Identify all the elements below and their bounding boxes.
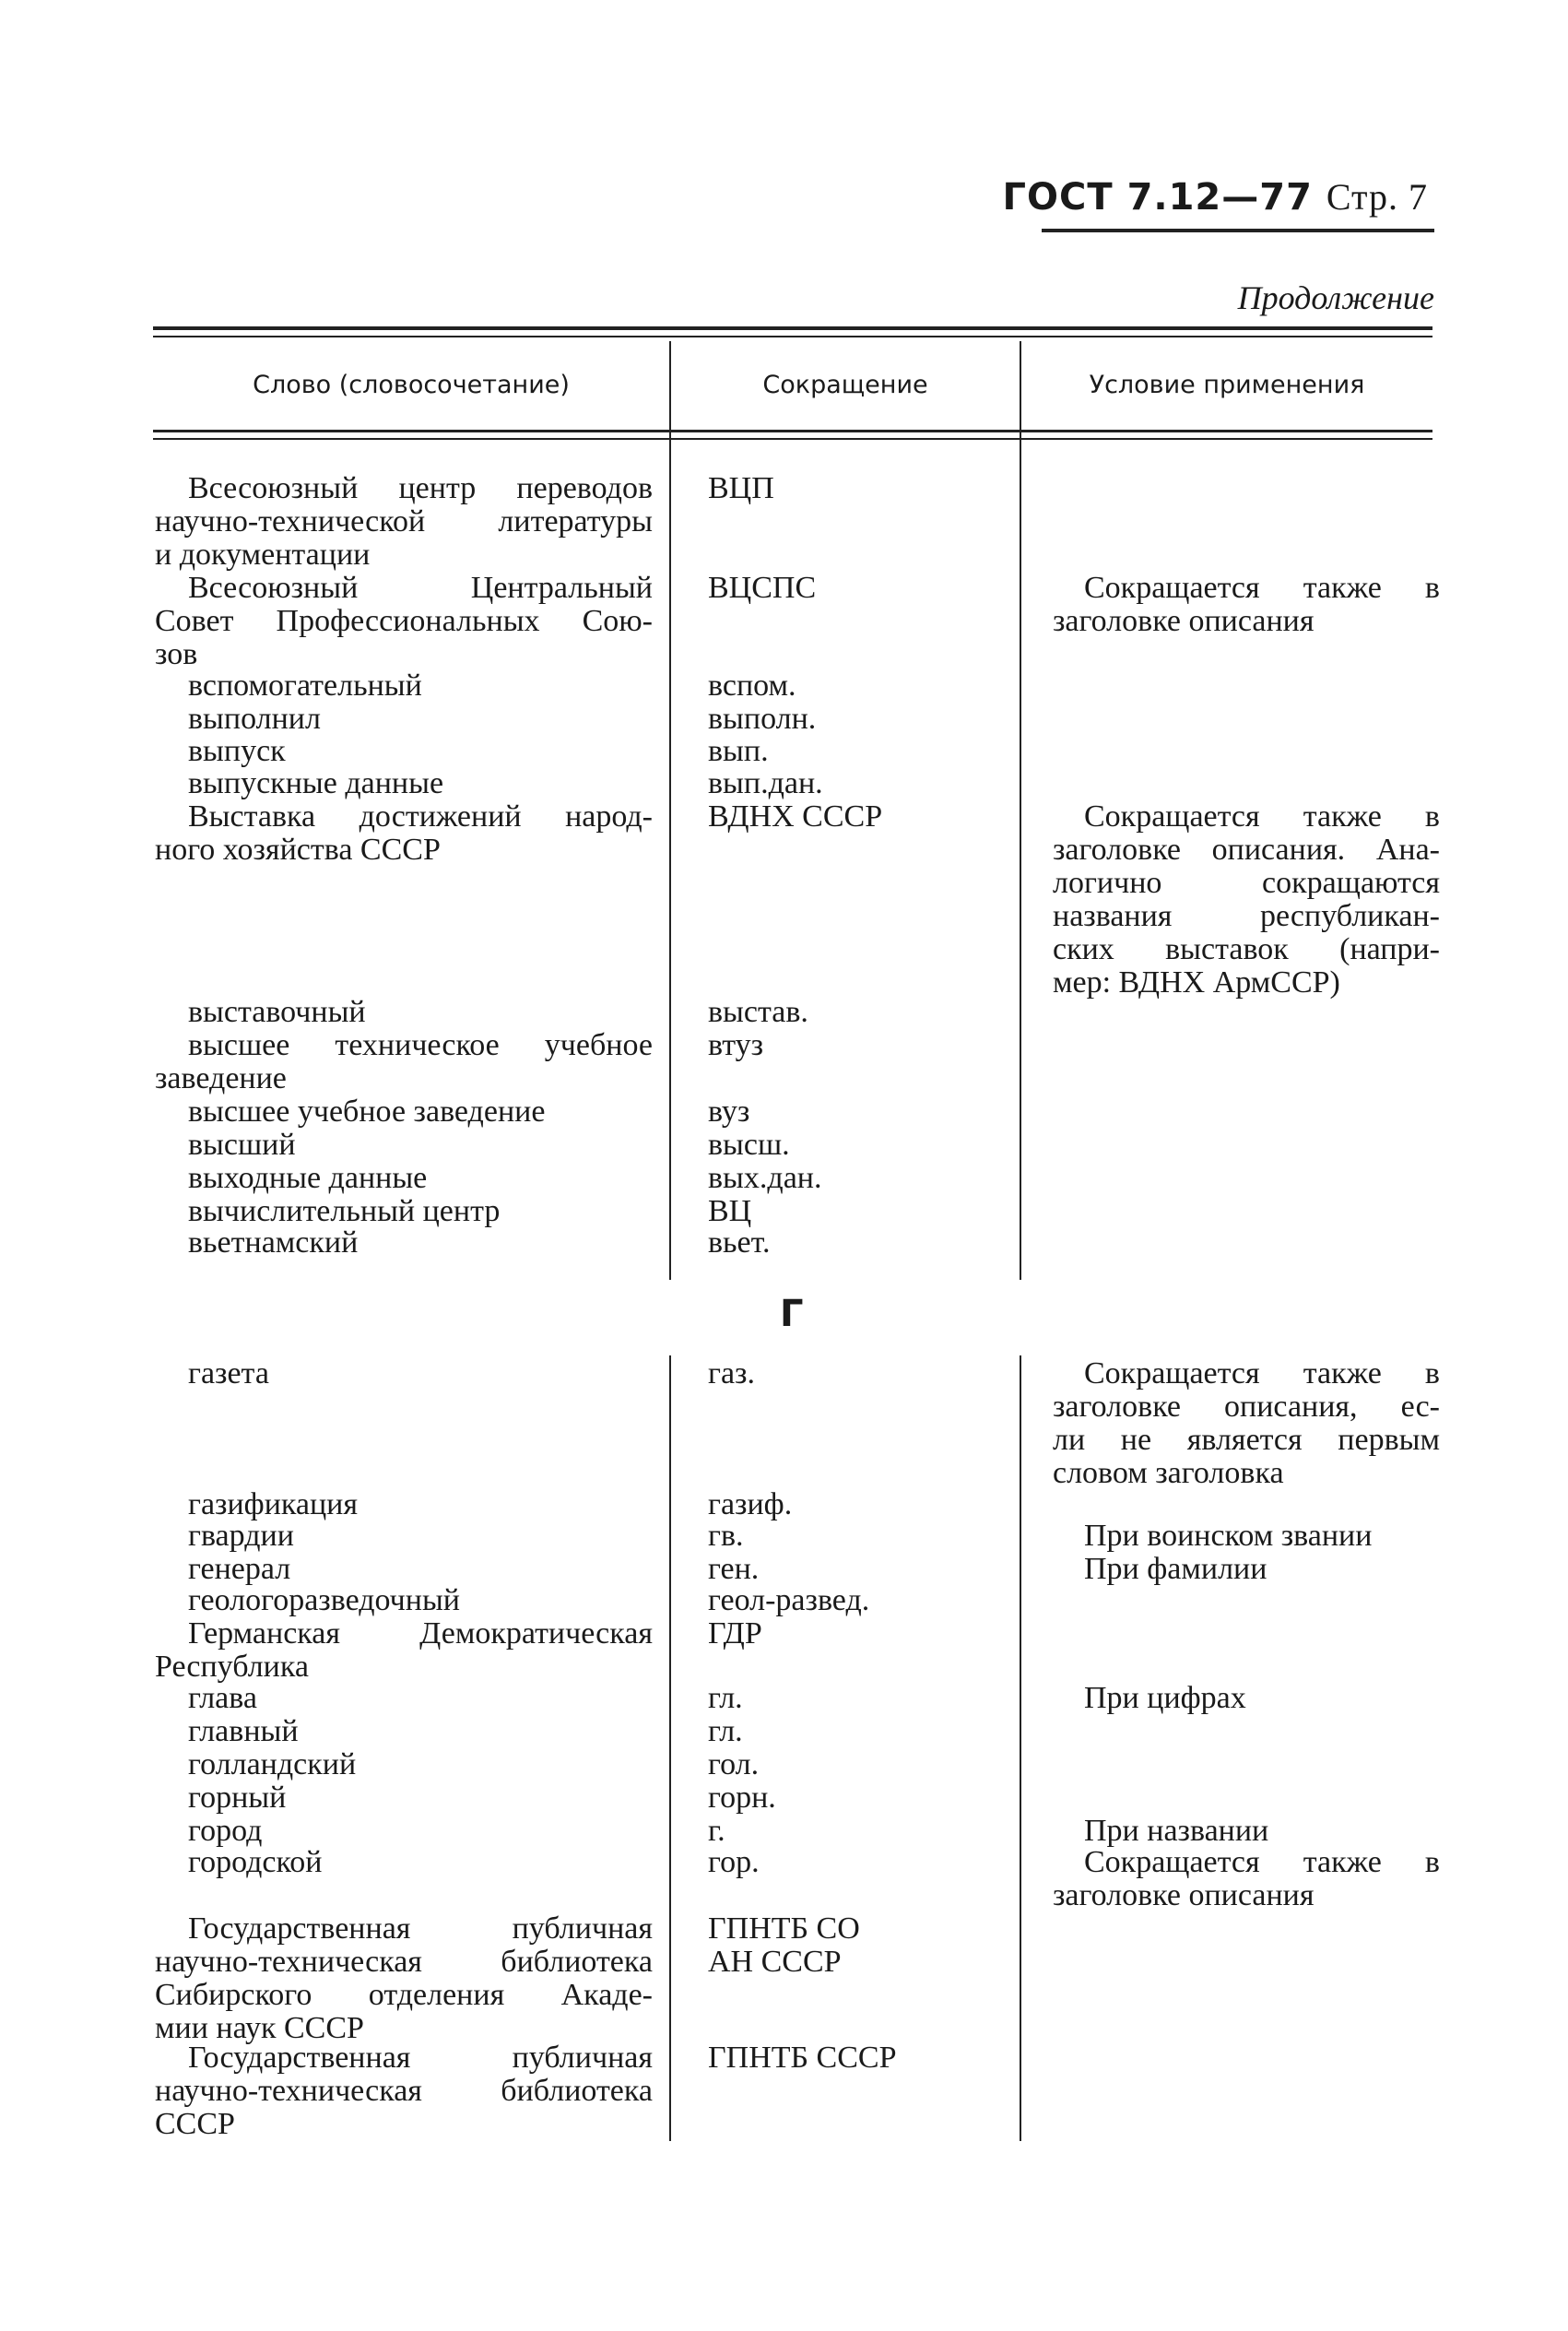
cell-word bbox=[155, 1781, 653, 1815]
column-divider bbox=[1020, 1355, 1021, 2141]
cell-abbr bbox=[708, 1129, 1012, 1162]
word-line: город bbox=[188, 1814, 263, 1848]
cell-cond bbox=[1053, 1846, 1440, 1912]
cond-line: заголовке описания. Ана- bbox=[1053, 833, 1440, 867]
cond-line: Сокращается также в bbox=[1084, 799, 1440, 834]
cell-word bbox=[155, 1095, 653, 1129]
cell-word bbox=[155, 1520, 653, 1553]
cond-line: Сокращается также в bbox=[1084, 1845, 1440, 1879]
abbr-line: ГПНТБ СССР bbox=[708, 2041, 897, 2075]
word-line: высшее техническое учебное bbox=[188, 1028, 653, 1062]
cell-cond bbox=[1053, 1682, 1440, 1715]
abbr-line: гв. bbox=[708, 1519, 744, 1553]
cell-word bbox=[155, 1195, 653, 1228]
cell-abbr bbox=[708, 1226, 1012, 1260]
cell-word bbox=[155, 2041, 653, 2141]
word-line: научно-технической литературы bbox=[155, 504, 653, 538]
cond-line: При цифрах bbox=[1084, 1681, 1246, 1715]
cell-word bbox=[155, 703, 653, 736]
cell-abbr bbox=[708, 572, 1012, 605]
cell-word bbox=[155, 1912, 653, 2045]
cell-abbr bbox=[708, 1357, 1012, 1390]
word-line: газета bbox=[188, 1356, 269, 1390]
word-line: высшее учебное заведение bbox=[188, 1095, 546, 1129]
cell-abbr bbox=[708, 1553, 1012, 1586]
cell-word bbox=[155, 735, 653, 768]
cell-abbr bbox=[708, 996, 1012, 1029]
cell-abbr bbox=[708, 735, 1012, 768]
word-line: Государственная публичная bbox=[188, 1911, 653, 1946]
abbr-line: вых.дан. bbox=[708, 1161, 822, 1195]
abbr-line: ГДР bbox=[708, 1616, 762, 1651]
word-line: научно-техническая библиотека bbox=[155, 2074, 653, 2108]
abbr-line: ВДНХ СССР bbox=[708, 799, 883, 834]
word-line: Всесоюзный Центральный bbox=[188, 571, 653, 605]
header-rule bbox=[1042, 229, 1434, 232]
cell-abbr bbox=[708, 1682, 1012, 1715]
column-header-word: Слово (словосочетание) bbox=[253, 371, 570, 399]
cell-abbr bbox=[708, 1715, 1012, 1748]
cell-word bbox=[155, 472, 653, 572]
cell-abbr bbox=[708, 1195, 1012, 1228]
word-line: выполнил bbox=[188, 702, 321, 736]
cell-word bbox=[155, 1617, 653, 1684]
cell-cond bbox=[1053, 1520, 1440, 1553]
cell-word bbox=[155, 800, 653, 867]
word-line: выпуск bbox=[188, 734, 286, 768]
word-line: газификация bbox=[188, 1487, 359, 1521]
word-line: Республика bbox=[155, 1650, 309, 1684]
cell-abbr bbox=[708, 1520, 1012, 1553]
cond-line: Сокращается также в bbox=[1084, 1356, 1440, 1390]
table-head-rule-thin bbox=[153, 438, 1432, 440]
cell-word bbox=[155, 1226, 653, 1260]
cond-line: Сокращается также в bbox=[1084, 571, 1440, 605]
abbr-line: вуз bbox=[708, 1095, 750, 1129]
abbr-line: гол. bbox=[708, 1747, 760, 1781]
word-line: городской bbox=[188, 1845, 323, 1879]
cell-word bbox=[155, 1584, 653, 1617]
cell-word bbox=[155, 1846, 653, 1879]
word-line: глава bbox=[188, 1681, 257, 1715]
cond-line: мер: ВДНХ АрмССР) bbox=[1053, 965, 1340, 1000]
cell-word bbox=[155, 1162, 653, 1195]
cell-abbr bbox=[708, 1617, 1012, 1651]
column-header-abbreviation: Сокращение bbox=[762, 371, 928, 399]
table-top-rule bbox=[153, 326, 1432, 330]
abbr-line: гл. bbox=[708, 1714, 743, 1748]
cell-abbr bbox=[708, 669, 1012, 703]
cell-word bbox=[155, 1815, 653, 1848]
table-head-rule bbox=[153, 430, 1432, 432]
cond-line: заголовке описания bbox=[1053, 1878, 1315, 1912]
word-line: горный bbox=[188, 1781, 287, 1815]
cell-word bbox=[155, 1748, 653, 1781]
cell-word bbox=[155, 996, 653, 1029]
column-header-condition: Условие применения bbox=[1089, 371, 1365, 399]
cell-abbr bbox=[708, 1815, 1012, 1848]
abbr-line: высш. bbox=[708, 1128, 790, 1162]
table-top-rule-thin bbox=[153, 336, 1432, 337]
word-line: Сибирского отделения Акаде- bbox=[155, 1978, 653, 2012]
abbr-line: ген. bbox=[708, 1552, 760, 1586]
page-header bbox=[1003, 175, 1428, 219]
cell-abbr bbox=[708, 1029, 1012, 1062]
column-divider bbox=[1020, 341, 1021, 1280]
cell-cond bbox=[1053, 1815, 1440, 1848]
cond-line: ли не является первым bbox=[1053, 1423, 1440, 1457]
standard-code: ГОСТ 7.12—77 bbox=[1002, 176, 1313, 219]
word-line: голландский bbox=[188, 1747, 357, 1781]
word-line: геологоразведочный bbox=[188, 1583, 460, 1617]
cond-line: заголовке описания bbox=[1053, 604, 1315, 638]
word-line: научно-техническая библиотека bbox=[155, 1945, 653, 1979]
word-line: Совет Профессиональных Сою- bbox=[155, 604, 653, 638]
word-line: гвардии bbox=[188, 1519, 294, 1553]
cell-word bbox=[155, 1129, 653, 1162]
abbr-line: ВЦП bbox=[708, 471, 774, 505]
word-line: и документации bbox=[155, 538, 371, 572]
word-line: выставочный bbox=[188, 995, 366, 1029]
cell-abbr bbox=[708, 767, 1012, 800]
word-line: вспомогательный bbox=[188, 669, 422, 703]
cond-line: словом заголовка bbox=[1053, 1456, 1284, 1490]
cond-line: При фамилии bbox=[1084, 1552, 1267, 1586]
cell-word bbox=[155, 767, 653, 800]
column-divider bbox=[669, 1355, 671, 2141]
cell-cond bbox=[1053, 800, 1440, 1000]
cell-abbr bbox=[708, 1095, 1012, 1129]
abbr-line: ГПНТБ СО bbox=[708, 1911, 860, 1946]
word-line: ного хозяйства СССР bbox=[155, 833, 441, 867]
word-line: мии наук СССР bbox=[155, 2011, 364, 2045]
word-line: Германская Демократическая bbox=[188, 1616, 653, 1651]
cond-line: логично сокращаются bbox=[1053, 866, 1440, 900]
abbr-line: газ. bbox=[708, 1356, 755, 1390]
word-line: СССР bbox=[155, 2107, 235, 2141]
cell-abbr bbox=[708, 703, 1012, 736]
cell-abbr bbox=[708, 1162, 1012, 1195]
word-line: вычислительный центр bbox=[188, 1194, 501, 1228]
word-line: выпускные данные bbox=[188, 766, 444, 800]
abbr-line: гл. bbox=[708, 1681, 743, 1715]
cell-word bbox=[155, 1553, 653, 1586]
abbr-line: горн. bbox=[708, 1781, 776, 1815]
cell-abbr bbox=[708, 1912, 1012, 1979]
cond-line: При воинском звании bbox=[1084, 1519, 1373, 1553]
abbr-line: вып. bbox=[708, 734, 769, 768]
cell-abbr bbox=[708, 1488, 1012, 1521]
abbr-line: выстав. bbox=[708, 995, 808, 1029]
cell-cond bbox=[1053, 572, 1440, 638]
cond-line: ских выставок (напри- bbox=[1053, 932, 1440, 966]
cond-line: При названии bbox=[1084, 1814, 1269, 1848]
word-line: высший bbox=[188, 1128, 296, 1162]
word-line: выходные данные bbox=[188, 1161, 428, 1195]
abbr-line: ВЦСПС bbox=[708, 571, 817, 605]
cond-line: заголовке описания, ес- bbox=[1053, 1390, 1440, 1424]
page-number: Стр. 7 bbox=[1326, 176, 1428, 218]
cell-word bbox=[155, 669, 653, 703]
abbr-line: вспом. bbox=[708, 669, 796, 703]
cond-line: названия республикан- bbox=[1053, 899, 1440, 933]
abbr-line: геол-развед. bbox=[708, 1583, 870, 1617]
word-line: зов bbox=[155, 637, 198, 671]
abbr-line: выполн. bbox=[708, 702, 817, 736]
cell-abbr bbox=[708, 1781, 1012, 1815]
cell-abbr bbox=[708, 472, 1012, 505]
abbr-line: вып.дан. bbox=[708, 766, 823, 800]
word-line: заведение bbox=[155, 1061, 287, 1095]
continuation-label: Продолжение bbox=[1237, 279, 1434, 316]
abbr-line: газиф. bbox=[708, 1487, 793, 1521]
word-line: главный bbox=[188, 1714, 299, 1748]
cell-word bbox=[155, 1029, 653, 1095]
cell-word bbox=[155, 1488, 653, 1521]
abbr-line: вьет. bbox=[708, 1225, 771, 1260]
word-line: вьетнамский bbox=[188, 1225, 359, 1260]
column-divider bbox=[669, 341, 671, 1280]
cell-word bbox=[155, 1682, 653, 1715]
cell-abbr bbox=[708, 1584, 1012, 1617]
cell-word bbox=[155, 1357, 653, 1390]
section-letter: Г bbox=[780, 1293, 804, 1335]
abbr-line: ВЦ bbox=[708, 1194, 752, 1228]
cell-word bbox=[155, 1715, 653, 1748]
word-line: генерал bbox=[188, 1552, 291, 1586]
word-line: Выставка достижений народ- bbox=[188, 799, 653, 834]
abbr-line: втуз bbox=[708, 1028, 764, 1062]
abbr-line: г. bbox=[708, 1814, 725, 1848]
abbr-line: АН СССР bbox=[708, 1945, 842, 1979]
cell-abbr bbox=[708, 1846, 1012, 1879]
cell-abbr bbox=[708, 2041, 1012, 2075]
word-line: Государственная публичная bbox=[188, 2041, 653, 2075]
cell-abbr bbox=[708, 1748, 1012, 1781]
cell-cond bbox=[1053, 1553, 1440, 1586]
abbr-line: гор. bbox=[708, 1845, 760, 1879]
cell-cond bbox=[1053, 1357, 1440, 1490]
cell-abbr bbox=[708, 800, 1012, 834]
cell-word bbox=[155, 572, 653, 671]
word-line: Всесоюзный центр переводов bbox=[188, 471, 653, 505]
